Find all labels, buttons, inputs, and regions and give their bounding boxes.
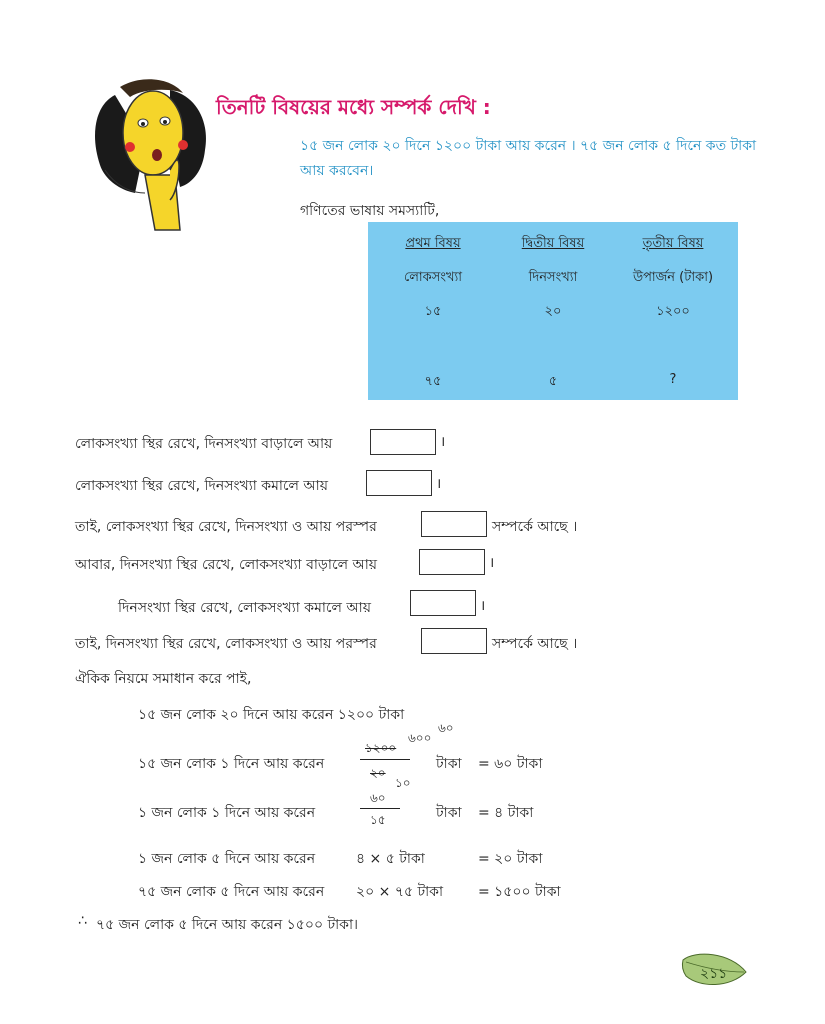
cancel-value: ৬০ [438,721,454,735]
solution-result-2: = ৬০ টাকা [478,756,543,772]
end-mark: । [489,555,495,571]
statement-3-end: সম্পর্কে আছে । [492,519,578,535]
subject-table [368,222,738,400]
solution-result-5: = ১৫০০ টাকা [478,884,561,900]
fraction-denominator: ২০ [370,766,386,780]
fraction-numerator: ১২০০ [365,741,397,755]
therefore-symbol: ∴ [78,913,87,929]
problem-statement: ১৫ জন লোক ২০ দিনে ১২০০ টাকা আয় করেন । ৭৫ জন লোক ৫ দিনে কত টাকা আয় করবেন। [300,138,757,179]
answer-blank-1[interactable] [370,429,436,455]
table-header-2: দ্বিতীয় বিষয় [521,236,585,251]
table-subheader-2: দিনসংখ্যা [528,270,578,285]
fraction-denominator: ১৫ [370,813,386,827]
statement-2: লোকসংখ্যা স্থির রেখে, দিনসংখ্যা কমালে আয় [75,478,328,494]
end-mark: । [440,434,446,450]
solution-result-3: = ৪ টাকা [478,805,534,821]
fraction-bar [360,759,410,760]
table-cell: ১৫ [424,304,442,319]
thinking-girl-illustration [75,75,225,235]
end-mark: । [436,476,442,492]
problem-intro: গণিতের ভাষায় সমস্যাটি, [300,203,440,219]
section-heading: তিনটি বিষয়ের মধ্যে সম্পর্ক দেখি : [216,95,491,119]
conclusion: ৭৫ জন লোক ৫ দিনে আয় করেন ১৫০০ টাকা। [96,917,359,933]
table-cell: ১২০০ [656,304,690,319]
table-cell: ৫ [548,374,558,389]
solution-line-1: ১৫ জন লোক ২০ দিনে আয় করেন ১২০০ টাকা [138,707,405,723]
answer-blank-3[interactable] [421,511,487,537]
solution-line-4: ১ জন লোক ৫ দিনে আয় করেন [138,851,316,867]
solution-title: ঐকিক নিয়মে সমাধান করে পাই, [75,671,252,687]
solution-line-2: ১৫ জন লোক ১ দিনে আয় করেন [138,756,325,772]
solution-line-3: ১ জন লোক ১ দিনে আয় করেন [138,805,316,821]
page-number: ২১১ [700,966,728,982]
solution-expr-5: ২০ × ৭৫ টাকা [356,884,444,900]
table-header-3: তৃতীয় বিষয় [642,236,704,251]
unit-label: টাকা [436,756,462,772]
answer-blank-5[interactable] [410,590,476,616]
table-cell: ? [669,372,677,387]
solution-line-5: ৭৫ জন লোক ৫ দিনে আয় করেন [138,884,325,900]
end-mark: । [480,598,486,614]
fraction-numerator: ৬০ [370,791,386,805]
statement-6-end: সম্পর্কে আছে । [492,636,578,652]
solution-expr-4: ৪ × ৫ টাকা [356,851,425,867]
table-header-1: প্রথম বিষয় [405,236,461,251]
cancel-value: ১০ [395,776,411,790]
answer-blank-6[interactable] [421,628,487,654]
answer-blank-2[interactable] [366,470,432,496]
unit-label: টাকা [436,805,462,821]
answer-blank-4[interactable] [419,549,485,575]
table-subheader-1: লোকসংখ্যা [403,270,463,285]
table-cell: ৭৫ [424,374,442,389]
fraction-bar [360,808,400,809]
statement-5: দিনসংখ্যা স্থির রেখে, লোকসংখ্যা কমালে আয় [118,600,371,616]
cancel-value: ৬০০ [408,731,432,745]
statement-4: আবার, দিনসংখ্যা স্থির রেখে, লোকসংখ্যা বাড়ালে আয় [75,557,378,573]
solution-result-4: = ২০ টাকা [478,851,543,867]
statement-3: তাই, লোকসংখ্যা স্থির রেখে, দিনসংখ্যা ও আয় পরস্পর [75,519,377,535]
statement-1: লোকসংখ্যা স্থির রেখে, দিনসংখ্যা বাড়ালে আয় [75,436,333,452]
table-subheader-3: উপার্জন (টাকা) [632,270,714,285]
statement-6: তাই, দিনসংখ্যা স্থির রেখে, লোকসংখ্যা ও আয় পরস্পর [75,636,377,652]
table-cell: ২০ [544,304,562,319]
